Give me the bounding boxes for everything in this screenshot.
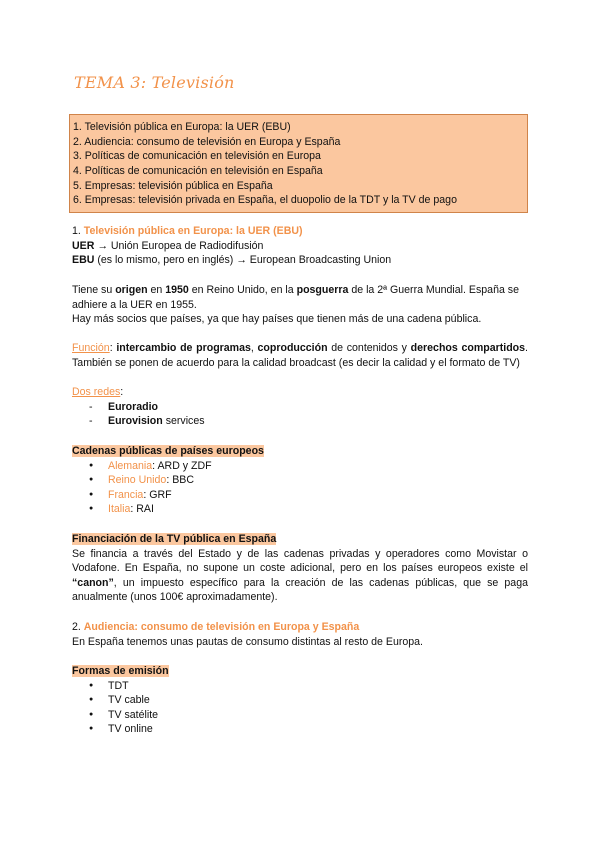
financiacion-paragraph: Se financia a través del Estado y de las cadenas privadas y operadores como Movistar o Vodafone. En España, no supone un coste adicional, pero en los países europeos existe el “canon”, un impuesto específico para la creación de las cadenas públicas, que se paga anualmente (unos 100€ aproximadamente). [72, 547, 528, 604]
list-item: ● Italia: RAI [72, 502, 528, 517]
toc-item: 4. Políticas de comunicación en televisión en España [73, 165, 323, 178]
cadenas-block [72, 444, 528, 517]
toc-item: 2. Audiencia: consumo de televisión en Europa y España [73, 135, 341, 148]
origin-paragraph: Tiene su origen en 1950 en Reino Unido, en la posguerra de la 2ª Guerra Mundial. España se adhiere a la UER en 1955. [72, 284, 519, 311]
list-item: - Eurovision services [72, 414, 528, 429]
toc-item: 3. Políticas de comunicación en televisión en Europa [73, 150, 321, 163]
list-item: ● TDT [72, 679, 528, 694]
list-item: ● TV online [72, 722, 528, 737]
toc-item: 6. Empresas: televisión privada en España, el duopolio de la TDT y la TV de pago [73, 194, 457, 207]
list-item: ● Alemania: ARD y ZDF [72, 459, 528, 474]
list-item: ● Francia: GRF [72, 488, 528, 503]
page-title: TEMA 3: Televisión [74, 73, 235, 92]
funcion-label: Función [72, 342, 110, 354]
list-item: ● TV cable [72, 693, 528, 708]
formas-heading: Formas de emisión [72, 665, 169, 677]
toc-item: 5. Empresas: televisión pública en España [73, 179, 273, 192]
table-of-contents [69, 114, 528, 213]
section-1-heading: 1. Televisión pública en Europa: la UER (EBU) [72, 225, 303, 237]
cadenas-heading: Cadenas públicas de países europeos [72, 445, 264, 457]
financiacion-heading: Financiación de la TV pública en España [72, 533, 277, 545]
financiacion-block [72, 532, 528, 605]
redes-list [72, 400, 528, 429]
funcion-paragraph: Función: intercambio de programas, coproducción de contenidos y derechos compartidos. También se ponen de acuerdo para la calidad broadcast (es decir la calidad y el formato de TV) [72, 342, 528, 369]
section-2-intro [72, 620, 528, 649]
section-1-intro [72, 224, 528, 268]
toc-item: 1. Televisión pública en Europa: la UER (EBU) [73, 121, 291, 133]
redes-block [72, 385, 528, 429]
redes-label: Dos redes: [72, 386, 124, 398]
formas-block [72, 664, 528, 737]
list-item: - Euroradio [72, 400, 528, 415]
section-2-heading: 2. Audiencia: consumo de televisión en Europa y España [72, 621, 360, 633]
uer-definition: UER → Unión Europea de Radiodifusión [72, 239, 264, 252]
list-item: ● Reino Unido: BBC [72, 473, 528, 488]
members-paragraph: Hay más socios que países, ya que hay países que tienen más de una cadena pública. [72, 313, 482, 325]
consumo-paragraph: En España tenemos unas pautas de consumo distintas al resto de Europa. [72, 635, 423, 648]
cadenas-list [72, 459, 528, 517]
list-item: ● TV satélite [72, 708, 528, 723]
formas-list [72, 679, 528, 737]
ebu-definition: EBU (es lo mismo, pero en inglés) → European Broadcasting Union [72, 254, 392, 267]
